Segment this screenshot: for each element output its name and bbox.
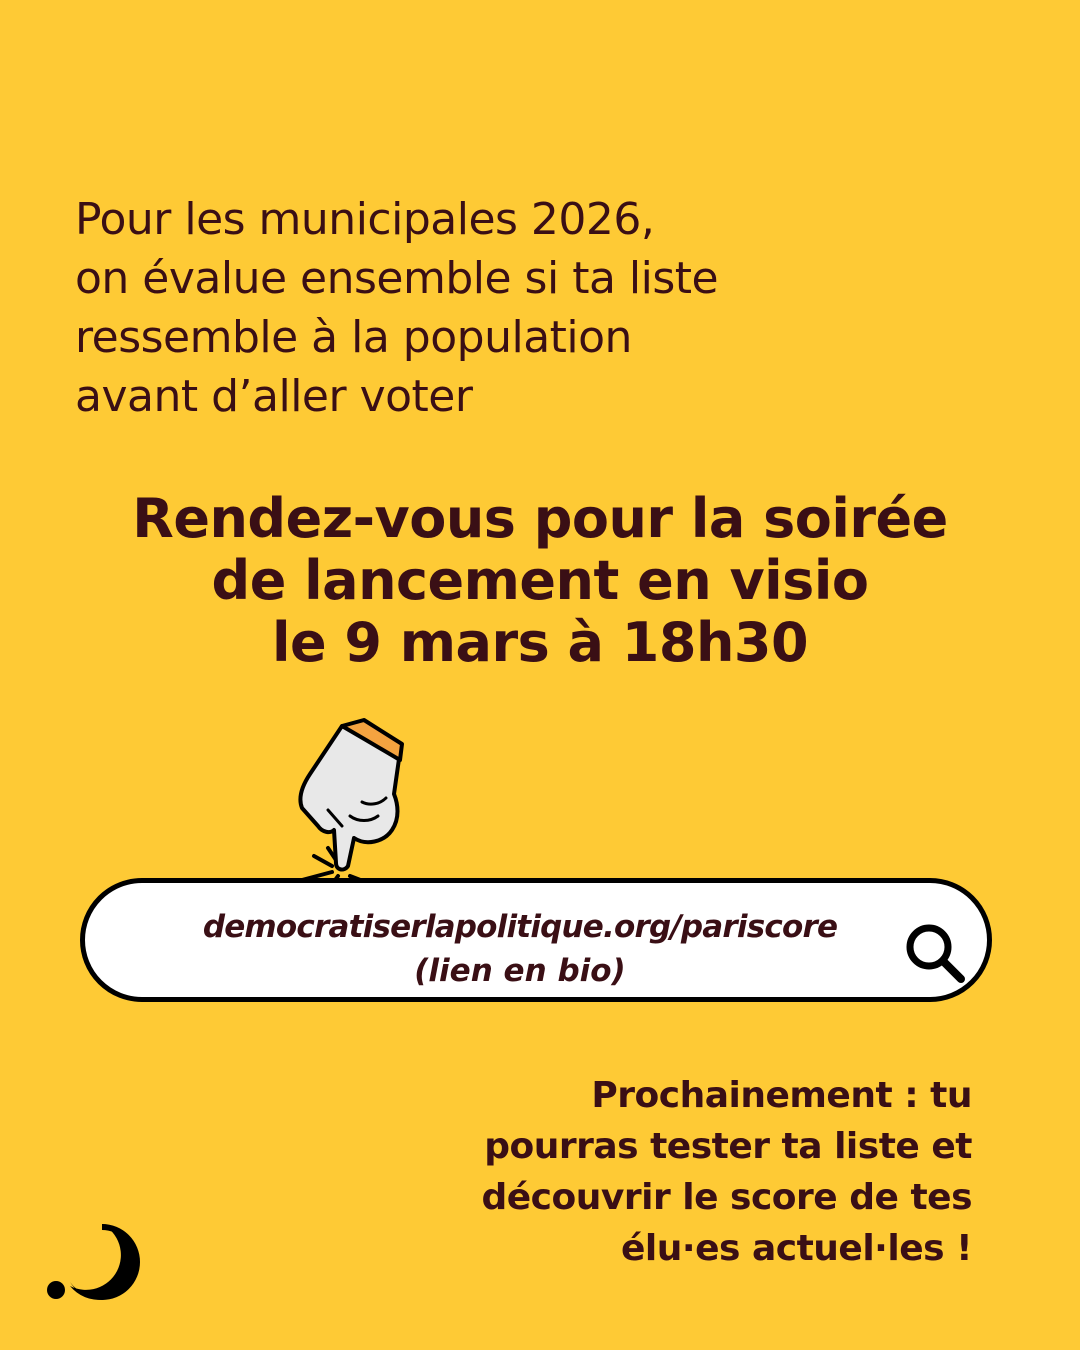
upcoming-line: Prochainement : tu bbox=[591, 1075, 972, 1116]
upcoming-announcement bbox=[272, 1070, 972, 1274]
intro-line: ressemble à la population bbox=[75, 312, 632, 363]
pointing-hand-icon bbox=[288, 718, 418, 890]
upcoming-line: pourras tester ta liste et bbox=[484, 1126, 972, 1167]
brand-logo-icon bbox=[44, 1220, 144, 1305]
search-icon[interactable] bbox=[903, 921, 967, 985]
headline-line: de lancement en visio bbox=[211, 549, 869, 612]
intro-line: on évalue ensemble si ta liste bbox=[75, 253, 719, 304]
upcoming-line: élu·es actuel·les ! bbox=[621, 1228, 972, 1269]
website-link[interactable]: democratiserlapolitique.org/pariscore bbox=[202, 909, 838, 945]
upcoming-line: découvrir le score de tes bbox=[481, 1177, 972, 1218]
headline-line: Rendez-vous pour la soirée bbox=[132, 487, 948, 550]
search-bar[interactable] bbox=[80, 878, 992, 1002]
search-text bbox=[145, 905, 895, 993]
headline-line: le 9 mars à 18h30 bbox=[271, 611, 809, 674]
intro-line: Pour les municipales 2026, bbox=[75, 194, 655, 245]
link-in-bio-note: (lien en bio) bbox=[414, 953, 626, 989]
event-headline bbox=[40, 488, 1040, 674]
intro-text bbox=[75, 190, 975, 426]
intro-line: avant d’aller voter bbox=[75, 371, 473, 422]
